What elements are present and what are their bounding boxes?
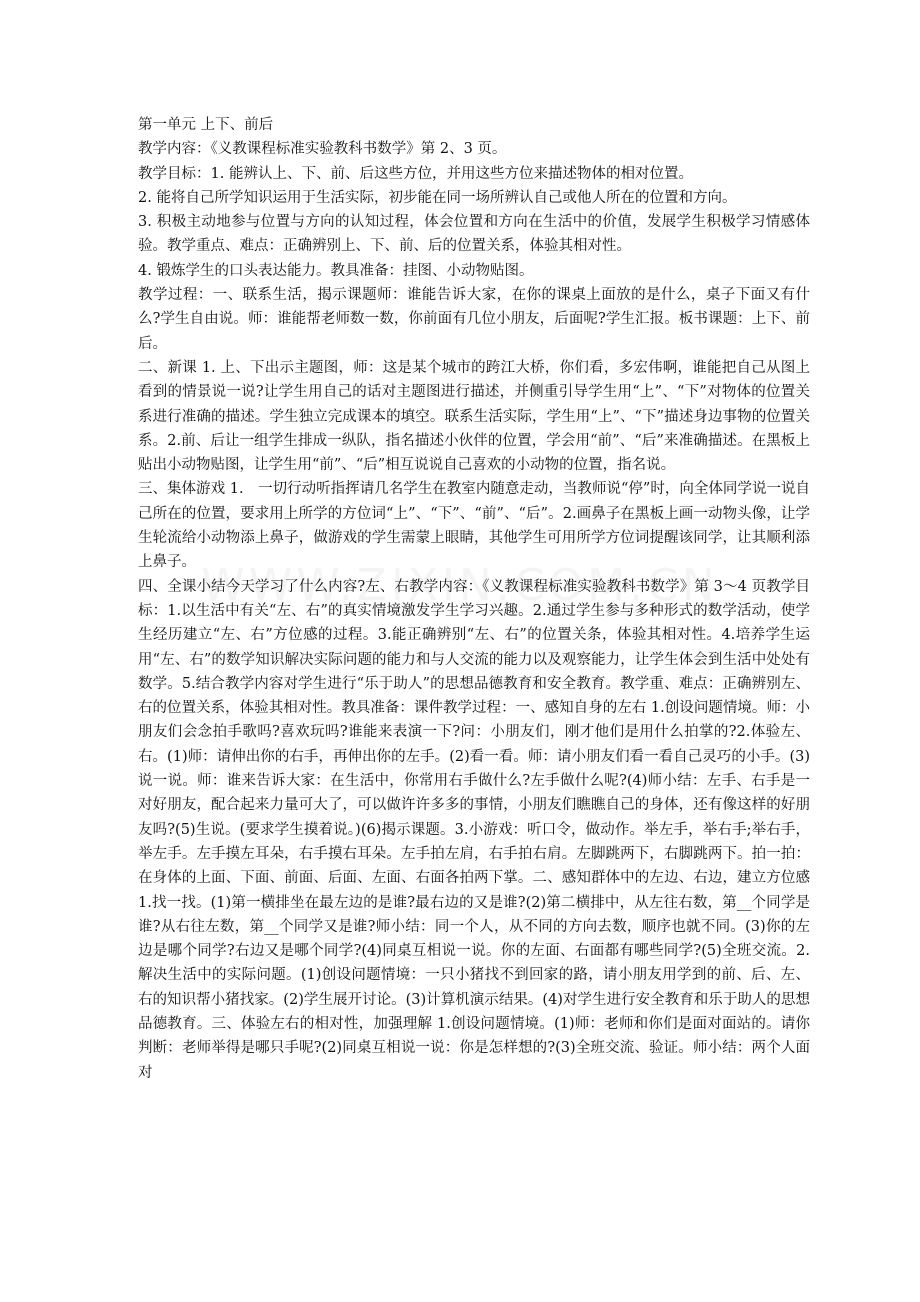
document-body bbox=[138, 113, 810, 1085]
lesson-summary-left-right: 四、全课小结今天学习了什么内容?左、右教学内容：《义教课程标准实验教科书数学》第 3～4 页教学目标：1.以生活中有关“左、右”的真实情境激发学生学习兴趣。2.通过学生参与多种形式的数学活动，使学生经历建立“左、右”方位感的过程。3.能正确辨别“左、右”的位置关条，体验其相对性。4.培养学生运用“左、右”的数学知识解决实际问题的能力和与人交流的能力以及观察能力，让学生体会到生活中处处有数学。5.结合教学内容对学生进行“乐于助人”的思想品德教育和安全教育。教学重、难点：正确辨别左、右的位置关系，体验其相对性。教具准备：课件教学过程：一、感知自身的左右 1.创设问题情境。师：小朋友们会念拍手歌吗?喜欢玩吗?谁能来表演一下?问：小朋友们，刚才他们是用什么拍掌的?2.体验左、右。(1)师：请伸出你的右手，再伸出你的左手。(2)看一看。师：请小朋友们看一看自己灵巧的小手。(3)说一说。师：谁来告诉大家：在生活中，你常用右手做什么?左手做什么呢?(4)师小结：左手、右手是一对好朋友，配合起来力量可大了，可以做许许多多的事情，小朋友们瞧瞧自己的身体，还有像这样的好朋友吗?(5)生说。(要求学生摸着说。)(6)揭示课题。3.小游戏：听口令，做动作。举左手，举右手;举右手，举左手。左手摸左耳朵，右手摸右耳朵。左手拍左肩，右手拍右肩。左脚跳两下，右脚跳两下。拍一拍：在身体的上面、下面、前面、后面、左面、右面各拍两下掌。二、感知群体中的左边、右边，建立方位感 1.找一找。(1)第一横排坐在最左边的是谁?最右边的又是谁?(2)第二横排中，从左往右数，第__个同学是谁?从右往左数，第__个同学又是谁?师小结：同一个人，从不同的方向去数，顺序也就不同。(3)你的左边是哪个同学?右边又是哪个同学?(4)同桌互相说一说。你的左面、右面都有哪些同学?(5)全班交流。2.解决生活中的实际问题。(1)创设问题情境：一只小猪找不到回家的路，请小朋友用学到的前、后、左、右的知识帮小猪找家。(2)学生展开讨论。(3)计算机演示结果。(4)对学生进行安全教育和乐于助人的思想品德教育。三、体验左右的相对性，加强理解 1.创设问题情境。(1)师：老师和你们是面对面站的。请你判断：老师举得是哪只手呢?(2)同桌互相说一说：你是怎样想的?(3)全班交流、验证。师小结：两个人面对 bbox=[138, 578, 810, 1081]
teaching-goal-4: 4. 锻炼学生的口头表达能力。教具准备：挂图、小动物贴图。 bbox=[138, 262, 534, 279]
new-lesson: 二、新课 1. 上、下出示主题图，师：这是某个城市的跨江大桥，你们看，多宏伟啊，谁能把自己从图上看到的情景说一说?让学生用自己的话对主题图进行描述，并侧重引导学生用“上”、“下”对物体的位置关系进行准确的描述。学生独立完成课本的填空。联系生活实际，学生用“上”、“下”描述身边事物的位置关系。2.前、后让一组学生排成一纵队，指名描述小伙伴的位置，学会用“前”、“后”来准确描述。在黑板上贴出小动物贴图，让学生用“前”、“后”相互说说自己喜欢的小动物的位置，指名说。 bbox=[138, 359, 810, 474]
group-game: 三、集体游戏 1. 一切行动听指挥请几名学生在教室内随意走动，当教师说“停”时，向全体同学说一说自己所在的位置，要求用上所学的方位词“上”、“下”、“前”、“后”。2.画鼻子在黑板上画一动物头像，让学生轮流给小动物添上鼻子，做游戏的学生需蒙上眼睛，其他学生可用所学方位词提醒该同学，让其顺利添上鼻子。 bbox=[138, 481, 810, 571]
teaching-goal-3: 3. 积极主动地参与位置与方向的认知过程，体会位置和方向在生活中的价值，发展学生积极学习情感体验。教学重点、难点：正确辨别上、下、前、后的位置关系，体验其相对性。 bbox=[138, 214, 810, 255]
teaching-process: 教学过程：一、联系生活，揭示课题师：谁能告诉大家，在你的课桌上面放的是什么，桌子下面又有什么?学生自由说。师：谁能帮老师数一数，你前面有几位小朋友，后面呢?学生汇报。板书课题：上下、前后。 bbox=[138, 287, 810, 352]
teaching-goal-1: 教学目标：1. 能辨认上、下、前、后这些方位，并用这些方位来描述物体的相对位置。 bbox=[138, 165, 693, 182]
teaching-goal-2: 2. 能将自己所学知识运用于生活实际，初步能在同一场所辨认自己或他人所在的位置和方向。 bbox=[138, 189, 737, 206]
unit-title: 第一单元 上下、前后 bbox=[138, 117, 274, 133]
teaching-content: 教学内容：《义教课程标准实验教科书数学》第 2、3 页。 bbox=[138, 141, 507, 158]
